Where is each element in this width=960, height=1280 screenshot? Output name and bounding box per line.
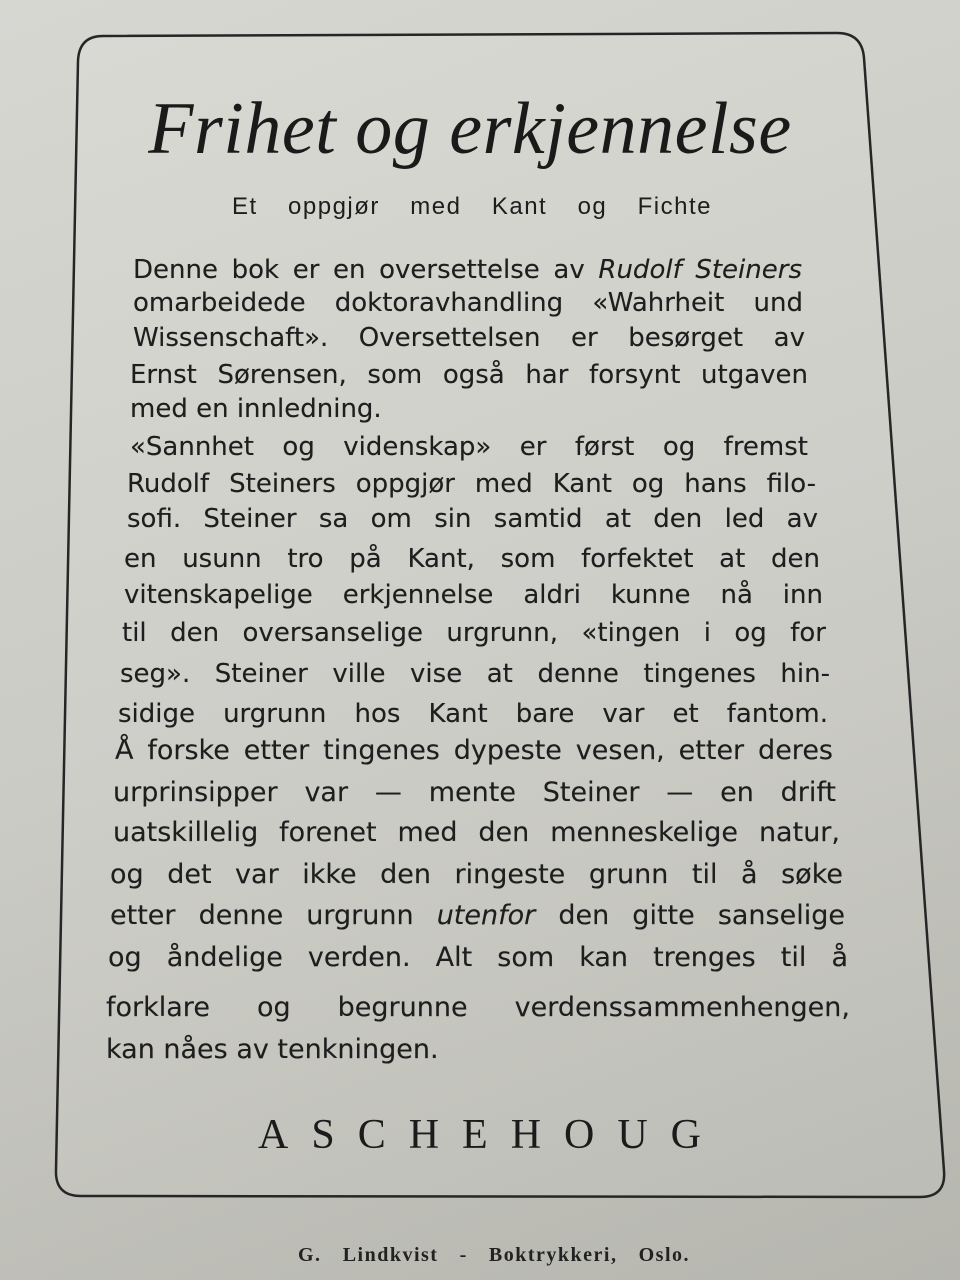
book-subtitle: Et oppgjør med Kant og Fichte [232, 193, 712, 220]
italic-text: Rudolf Steiners [598, 255, 802, 285]
body-line [133, 253, 802, 287]
book-title: Frihet og erkjennelse [148, 88, 792, 170]
body-line: og det var ikke den ringeste grunn til å søke [110, 859, 843, 890]
body-line: med en innledning. [130, 394, 382, 424]
body-line: og åndelige verden. Alt som kan trenges til å [108, 942, 848, 973]
body-line: en usunn tro på Kant, som forfektet at den [124, 544, 820, 574]
body-line: Å forske etter tingenes dypeste vesen, etter deres [115, 735, 833, 766]
line-text: den gitte sanselige [535, 900, 845, 931]
line-text: Denne bok er en oversettelse av [133, 255, 599, 285]
publisher-name: ASCHEHOUG [258, 1112, 725, 1158]
body-line: seg». Steiner ville vise at denne tingenes hin- [120, 659, 830, 689]
body-line: sidige urgrunn hos Kant bare var et fantom. [118, 699, 828, 729]
italic-text: utenfor [436, 900, 536, 931]
body-line: kan nåes av tenkningen. [106, 1034, 439, 1065]
body-line: «Sannhet og videnskap» er først og fremst [130, 432, 808, 462]
body-line: til den oversanselige urgrunn, «tingen i og for [122, 618, 826, 648]
body-line: Wissenschaft». Oversettelsen er besørget av [133, 323, 805, 353]
body-line: uatskillelig forenet med den menneskelige natur, [113, 817, 840, 848]
body-line: urprinsipper var — mente Steiner — en drift [113, 777, 836, 808]
line-text: etter denne urgrunn [110, 900, 437, 931]
body-line: Ernst Sørensen, som også har forsynt utgaven [130, 360, 808, 390]
printer-imprint: G. Lindkvist - Boktrykkeri, Oslo. [298, 1244, 690, 1266]
body-line: forklare og begrunne verdenssammenhengen, [106, 992, 850, 1023]
body-line: vitenskapelige erkjennelse aldri kunne nå inn [124, 580, 823, 610]
body-line: omarbeidede doktoravhandling «Wahrheit und [133, 288, 803, 318]
body-line: sofi. Steiner sa om sin samtid at den led av [127, 504, 818, 534]
body-line [110, 899, 845, 933]
body-line: Rudolf Steiners oppgjør med Kant og hans filo- [127, 469, 816, 499]
